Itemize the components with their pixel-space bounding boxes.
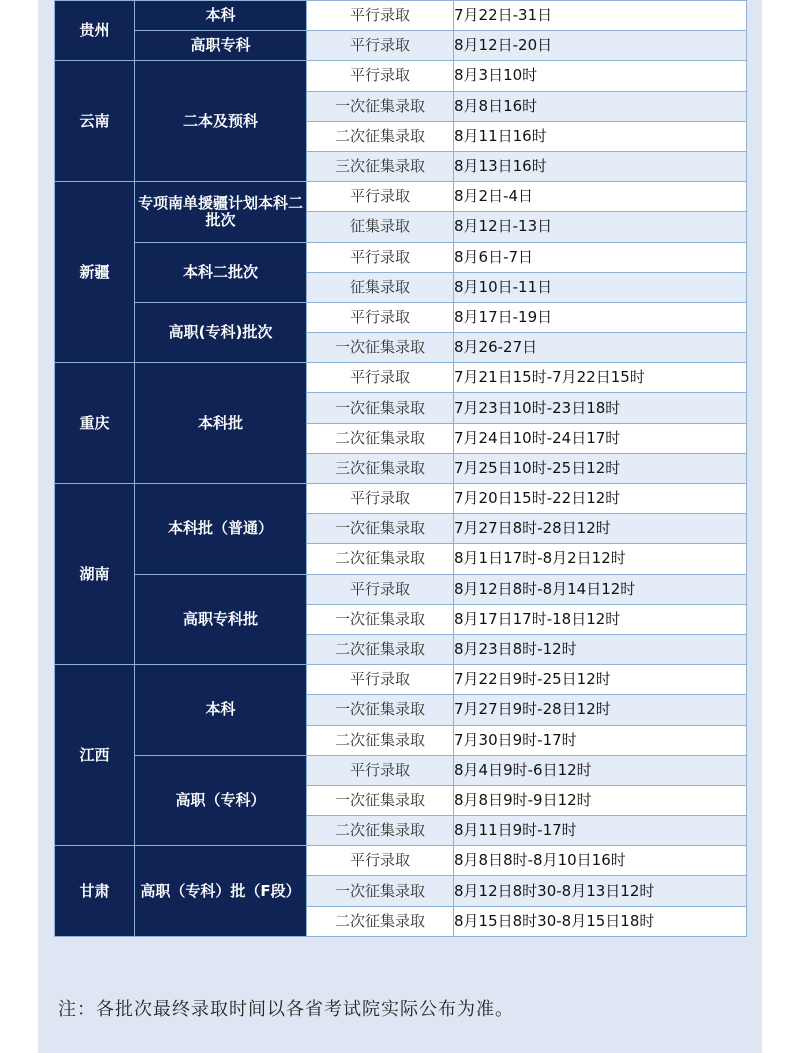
footnote: 注：各批次最终录取时间以各省考试院实际公布为准。 — [58, 999, 514, 1020]
table-row — [55, 242, 747, 272]
table-row — [55, 846, 747, 876]
admission-time-cell: 7月27日9时-28日12时 — [454, 695, 747, 725]
table-row — [55, 755, 747, 785]
admission-type-cell: 平行录取 — [307, 182, 454, 212]
batch-cell: 专项南单援疆计划本科二批次 — [135, 182, 307, 242]
admission-type-cell: 二次征集录取 — [307, 634, 454, 664]
admission-type-cell: 一次征集录取 — [307, 393, 454, 423]
admission-time-cell: 8月12日-20日 — [454, 31, 747, 61]
batch-cell: 高职（专科） — [135, 755, 307, 846]
admission-type-cell: 平行录取 — [307, 484, 454, 514]
admission-type-cell: 平行录取 — [307, 61, 454, 91]
admission-type-cell: 一次征集录取 — [307, 876, 454, 906]
admission-time-cell: 8月6日-7日 — [454, 242, 747, 272]
table-row — [55, 302, 747, 332]
batch-cell: 高职(专科)批次 — [135, 302, 307, 362]
province-cell: 重庆 — [55, 363, 135, 484]
admission-type-cell: 平行录取 — [307, 755, 454, 785]
admission-schedule-table — [54, 0, 747, 937]
table-row — [55, 182, 747, 212]
admission-type-cell: 三次征集录取 — [307, 453, 454, 483]
admission-type-cell: 二次征集录取 — [307, 725, 454, 755]
admission-time-cell: 8月11日16时 — [454, 121, 747, 151]
admission-type-cell: 平行录取 — [307, 846, 454, 876]
batch-cell: 本科批 — [135, 363, 307, 484]
admission-time-cell: 8月17日-19日 — [454, 302, 747, 332]
admission-type-cell: 二次征集录取 — [307, 816, 454, 846]
admission-type-cell: 一次征集录取 — [307, 604, 454, 634]
admission-type-cell: 一次征集录取 — [307, 91, 454, 121]
batch-cell: 高职（专科）批（F段） — [135, 846, 307, 937]
admission-time-cell: 8月10日-11日 — [454, 272, 747, 302]
admission-time-cell: 7月20日15时-22日12时 — [454, 484, 747, 514]
admission-type-cell: 平行录取 — [307, 242, 454, 272]
batch-cell: 本科 — [135, 665, 307, 756]
admission-time-cell: 8月12日8时30-8月13日12时 — [454, 876, 747, 906]
admission-time-cell: 8月12日8时-8月14日12时 — [454, 574, 747, 604]
province-cell: 新疆 — [55, 182, 135, 363]
admission-time-cell: 8月2日-4日 — [454, 182, 747, 212]
admission-time-cell: 8月4日9时-6日12时 — [454, 755, 747, 785]
admission-time-cell: 8月23日8时-12时 — [454, 634, 747, 664]
table-row — [55, 1, 747, 31]
admission-type-cell: 二次征集录取 — [307, 544, 454, 574]
province-cell: 贵州 — [55, 1, 135, 61]
admission-time-cell: 7月30日9时-17时 — [454, 725, 747, 755]
admission-type-cell: 一次征集录取 — [307, 785, 454, 815]
admission-type-cell: 三次征集录取 — [307, 151, 454, 181]
admission-time-cell: 8月8日9时-9日12时 — [454, 785, 747, 815]
table-row — [55, 484, 747, 514]
admission-type-cell: 二次征集录取 — [307, 906, 454, 936]
admission-time-cell: 7月22日-31日 — [454, 1, 747, 31]
table-row — [55, 61, 747, 91]
admission-time-cell: 8月11日9时-17时 — [454, 816, 747, 846]
table-row — [55, 363, 747, 393]
admission-time-cell: 7月21日15时-7月22日15时 — [454, 363, 747, 393]
admission-time-cell: 8月12日-13日 — [454, 212, 747, 242]
admission-time-cell: 8月15日8时30-8月15日18时 — [454, 906, 747, 936]
admission-time-cell: 8月26-27日 — [454, 333, 747, 363]
province-cell: 云南 — [55, 61, 135, 182]
admission-time-cell: 8月3日10时 — [454, 61, 747, 91]
batch-cell: 高职专科 — [135, 31, 307, 61]
admission-time-cell: 7月24日10时-24日17时 — [454, 423, 747, 453]
admission-time-cell: 8月17日17时-18日12时 — [454, 604, 747, 634]
admission-type-cell: 一次征集录取 — [307, 695, 454, 725]
admission-type-cell: 平行录取 — [307, 302, 454, 332]
admission-type-cell: 一次征集录取 — [307, 514, 454, 544]
admission-type-cell: 二次征集录取 — [307, 423, 454, 453]
admission-time-cell: 7月23日10时-23日18时 — [454, 393, 747, 423]
province-cell: 湖南 — [55, 484, 135, 665]
admission-time-cell: 8月1日17时-8月2日12时 — [454, 544, 747, 574]
province-cell: 江西 — [55, 665, 135, 846]
admission-time-cell: 7月25日10时-25日12时 — [454, 453, 747, 483]
admission-time-cell: 7月22日9时-25日12时 — [454, 665, 747, 695]
admission-type-cell: 平行录取 — [307, 1, 454, 31]
admission-type-cell: 平行录取 — [307, 31, 454, 61]
admission-type-cell: 平行录取 — [307, 363, 454, 393]
admission-type-cell: 一次征集录取 — [307, 333, 454, 363]
province-cell: 甘肃 — [55, 846, 135, 937]
admission-type-cell: 征集录取 — [307, 212, 454, 242]
admission-time-cell: 7月27日8时-28日12时 — [454, 514, 747, 544]
table-row — [55, 31, 747, 61]
batch-cell: 本科 — [135, 1, 307, 31]
admission-time-cell: 8月13日16时 — [454, 151, 747, 181]
admission-type-cell: 平行录取 — [307, 574, 454, 604]
admission-time-cell: 8月8日16时 — [454, 91, 747, 121]
schedule-table-body — [55, 1, 747, 937]
batch-cell: 二本及预科 — [135, 61, 307, 182]
admission-time-cell: 8月8日8时-8月10日16时 — [454, 846, 747, 876]
table-row — [55, 665, 747, 695]
batch-cell: 高职专科批 — [135, 574, 307, 665]
table-row — [55, 574, 747, 604]
admission-type-cell: 平行录取 — [307, 665, 454, 695]
admission-type-cell: 二次征集录取 — [307, 121, 454, 151]
admission-type-cell: 征集录取 — [307, 272, 454, 302]
batch-cell: 本科批（普通） — [135, 484, 307, 575]
batch-cell: 本科二批次 — [135, 242, 307, 302]
